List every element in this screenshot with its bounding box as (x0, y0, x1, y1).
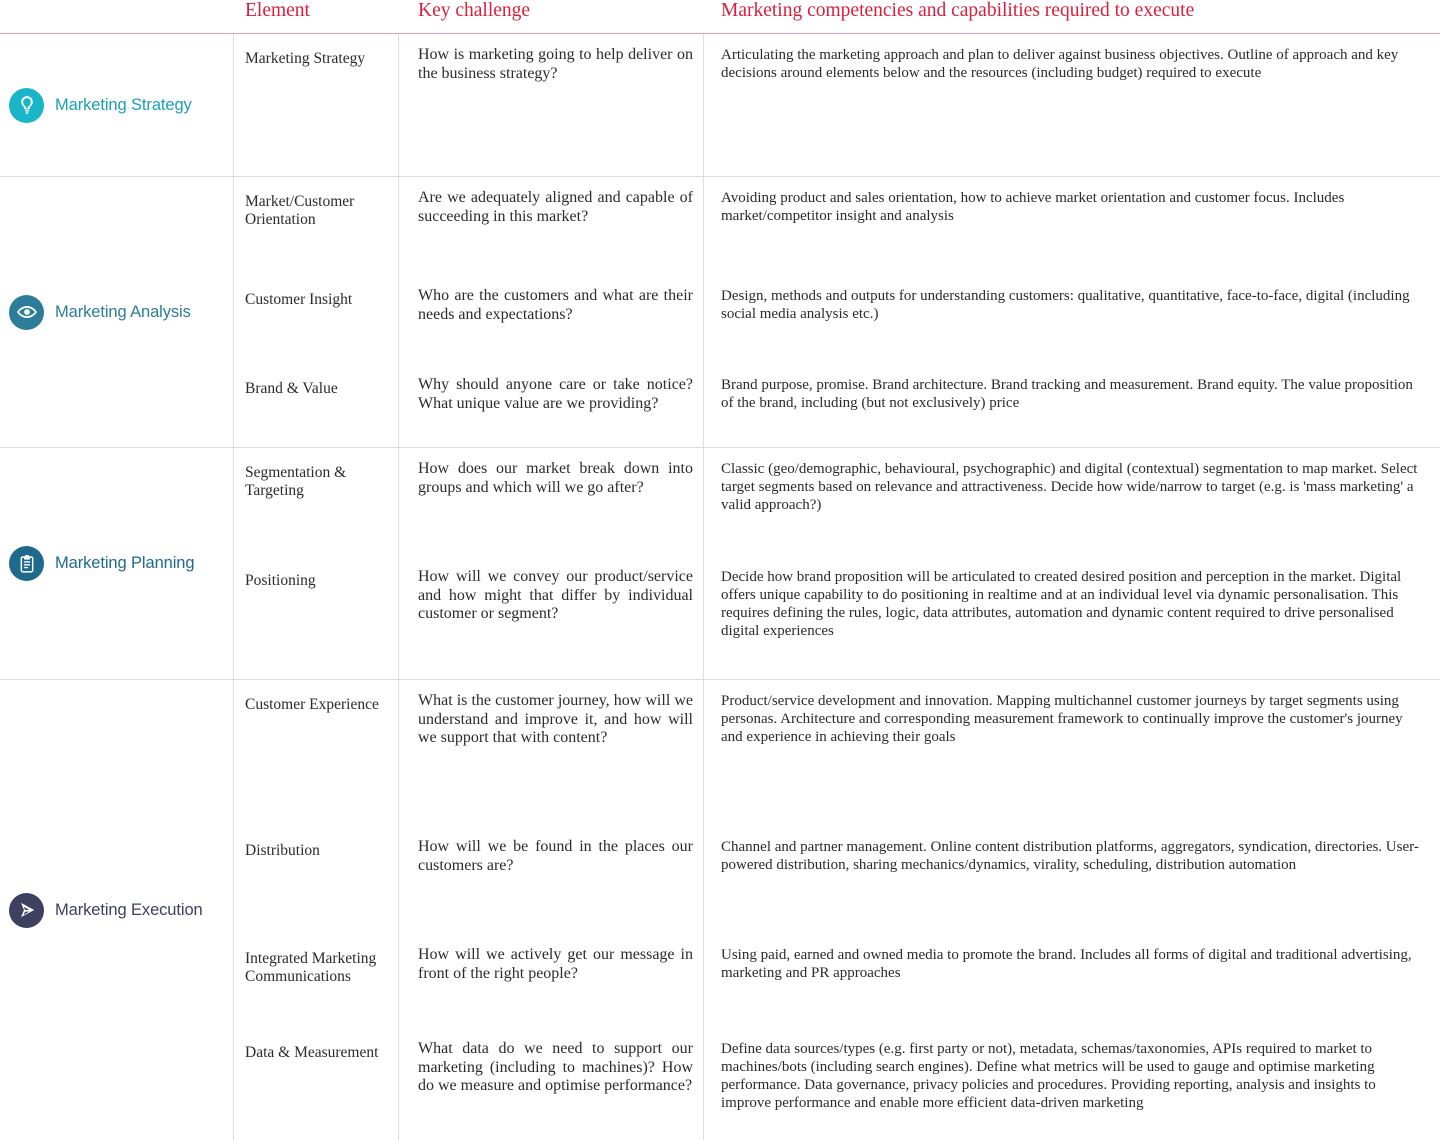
group-rows (234, 34, 1440, 176)
competency-text: Define data sources/types (e.g. first party or not), metadata, schemas/taxonomies, APIs required to market to machines/bots (including search engines). Define what metrics will be used to gauge and optimise marketing performance. Data governance, privacy policies and procedures. Providing reporting, analysis and insights to improve performance and enable more efficient data-driven marketing (721, 1041, 1376, 1111)
framework-group-marketing-execution (0, 680, 1440, 1140)
cell-competency (704, 680, 1440, 826)
cell-element (234, 448, 399, 556)
cell-key-challenge (399, 448, 704, 556)
cell-key-challenge (399, 1028, 704, 1140)
cell-key-challenge (399, 177, 704, 275)
table-row (234, 680, 1440, 826)
cell-competency (704, 448, 1440, 556)
competency-text: Avoiding product and sales orientation, how to achieve market orientation and customer focus. Includes market/competitor insight and analysis (721, 190, 1345, 224)
competency-text: Channel and partner management. Online content distribution platforms, aggregators, syndication, directories. User-powered distribution, sharing mechanics/dynamics, virality, scheduling, distribution automation (721, 839, 1419, 873)
competency-text: Decide how brand proposition will be articulated to created desired position and perception in the market. Digital offers unique capability to do positioning in realtime and at an individual level via dynamic personalisation. This requires defining the rules, logic, data attributes, automation and dynamic content required to drive personalised digital experiences (721, 569, 1402, 639)
cell-key-challenge (399, 826, 704, 934)
key-challenge-text: How will we be found in the places our customers are? (418, 838, 693, 874)
key-challenge-text: How will we actively get our message in front of the right people? (418, 946, 693, 982)
cell-element (234, 1028, 399, 1140)
group-header-marketing-execution[interactable] (0, 680, 234, 1140)
header-key-challenge: Key challenge (418, 0, 531, 21)
table-row (234, 177, 1440, 275)
table-row (234, 934, 1440, 1028)
competency-text: Using paid, earned and owned media to promote the brand. Includes all forms of digital and traditional advertising, marketing and PR approaches (721, 947, 1412, 981)
cell-competency (704, 34, 1440, 176)
cell-key-challenge (399, 34, 704, 176)
competency-text: Product/service development and innovation. Mapping multichannel customer journeys by target segments using personas. Architecture and corresponding measurement framework to continually improve the customer's journey and experience in achieving their goals (721, 693, 1403, 745)
table-row (234, 556, 1440, 679)
element-text: Integrated Marketing Communications (245, 950, 377, 985)
key-challenge-text: How will we convey our product/service and how might that differ by individual customer or segment? (418, 568, 693, 622)
table-row (234, 1028, 1440, 1140)
group-label-marketing-analysis: Marketing Analysis (55, 302, 191, 321)
cell-key-challenge (399, 275, 704, 364)
framework-group-marketing-strategy (0, 34, 1440, 177)
header-competencies: Marketing competencies and capabilities required to execute (721, 0, 1195, 21)
element-text: Distribution (245, 842, 320, 859)
cell-competency (704, 556, 1440, 679)
key-challenge-text: Why should anyone care or take notice? What unique value are we providing? (418, 376, 693, 412)
group-header-marketing-planning[interactable] (0, 448, 234, 679)
cell-key-challenge (399, 680, 704, 826)
table-row (234, 275, 1440, 364)
cell-competency (704, 364, 1440, 447)
key-challenge-text: What is the customer journey, how will we understand and improve it, and how will we support that with content? (418, 692, 693, 746)
element-text: Data & Measurement (245, 1044, 379, 1061)
key-challenge-text: What data do we need to support our marketing (including to machines)? How do we measure and optimise performance? (418, 1040, 693, 1094)
group-rows (234, 448, 1440, 679)
group-header-marketing-strategy[interactable] (0, 34, 234, 176)
competency-text: Brand purpose, promise. Brand architecture. Brand tracking and measurement. Brand equity. The value proposition of the brand, including (but not exclusively) price (721, 377, 1413, 411)
competency-text: Articulating the marketing approach and plan to deliver against business objectives. Outline of approach and key decisions around elements below and the resources (including budget) required to execute (721, 47, 1399, 81)
table-row (234, 448, 1440, 556)
key-challenge-text: How does our market break down into groups and which will we go after? (418, 460, 693, 496)
key-challenge-text: Are we adequately aligned and capable of succeeding in this market? (418, 189, 693, 225)
element-text: Segmentation & Targeting (245, 464, 347, 499)
group-label-marketing-strategy: Marketing Strategy (55, 95, 192, 114)
element-text: Positioning (245, 572, 316, 589)
framework-group-marketing-analysis (0, 177, 1440, 448)
element-text: Customer Insight (245, 291, 353, 308)
framework-groups (0, 34, 1440, 1140)
group-rows (234, 177, 1440, 447)
group-label-marketing-execution: Marketing Execution (55, 900, 203, 919)
cell-element (234, 680, 399, 826)
cell-competency (704, 177, 1440, 275)
table-row (234, 34, 1440, 176)
group-header-marketing-analysis[interactable] (0, 177, 234, 447)
cell-competency (704, 826, 1440, 934)
cell-element (234, 934, 399, 1028)
key-challenge-text: Who are the customers and what are their needs and expectations? (418, 287, 693, 323)
element-text: Market/Customer Orientation (245, 193, 355, 228)
table-header-row (0, 0, 1440, 34)
header-element: Element (245, 0, 310, 21)
cell-key-challenge (399, 364, 704, 447)
group-rows (234, 680, 1440, 1140)
element-text: Marketing Strategy (245, 50, 366, 67)
clipboard-icon (9, 546, 44, 581)
table-row (234, 826, 1440, 934)
cell-element (234, 364, 399, 447)
cell-element (234, 826, 399, 934)
cell-key-challenge (399, 934, 704, 1028)
element-text: Brand & Value (245, 380, 338, 397)
send-arrow-icon (9, 893, 44, 928)
competency-text: Classic (geo/demographic, behavioural, psychographic) and digital (contextual) segmentation to map market. Select target segments based on relevance and attractiveness. Decide how wide/narrow to target (e.g. is 'mass marketing' a valid approach?) (721, 461, 1418, 513)
key-challenge-text: How is marketing going to help deliver on the business strategy? (418, 46, 693, 82)
cell-element (234, 177, 399, 275)
cell-element (234, 556, 399, 679)
framework-group-marketing-planning (0, 448, 1440, 680)
lightbulb-icon (9, 88, 44, 123)
competency-text: Design, methods and outputs for understanding customers: qualitative, quantitative, face-to-face, digital (including social media analysis etc.) (721, 288, 1410, 322)
group-label-marketing-planning: Marketing Planning (55, 554, 195, 572)
cell-competency (704, 934, 1440, 1028)
cell-competency (704, 275, 1440, 364)
table-row (234, 364, 1440, 447)
element-text: Customer Experience (245, 696, 379, 713)
cell-element (234, 275, 399, 364)
cell-key-challenge (399, 556, 704, 679)
cell-element (234, 34, 399, 176)
cell-competency (704, 1028, 1440, 1140)
eye-icon (9, 295, 44, 330)
